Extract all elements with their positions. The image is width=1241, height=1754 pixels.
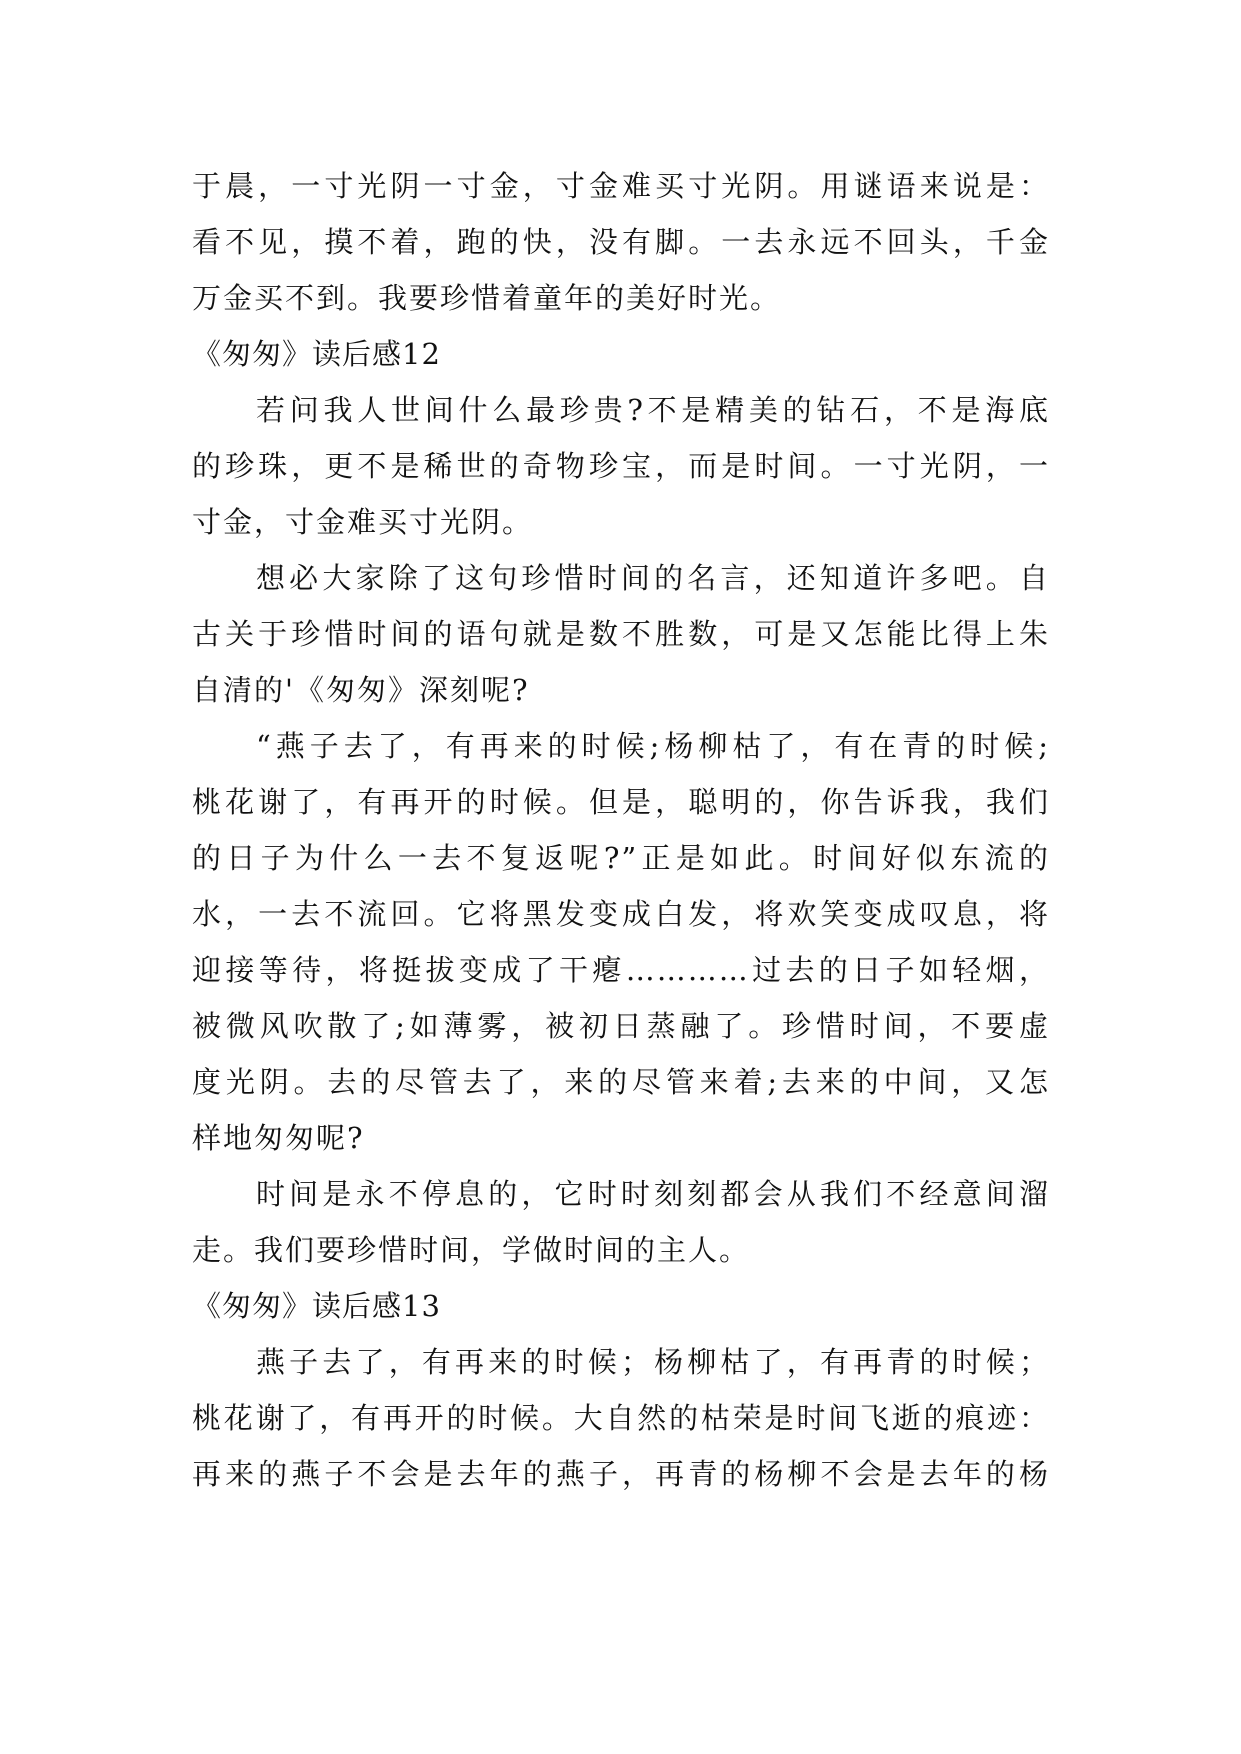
text-line: 若问我人世间什么最珍贵?不是精美的钻石，不是海底 <box>256 393 1050 427</box>
text-line: 于晨，一寸光阴一寸金，寸金难买寸光阴。用谜语来说是： <box>192 169 1050 203</box>
paragraph <box>192 1166 1050 1278</box>
text-line: 样地匆匆呢? <box>192 1121 365 1155</box>
text-line: 的日子为什么一去不复返呢?”正是如此。时间好似东流的 <box>192 841 1050 875</box>
paragraph <box>192 158 1050 326</box>
text-line: 万金买不到。我要珍惜着童年的美好时光。 <box>192 281 782 315</box>
text-line: 想必大家除了这句珍惜时间的名言，还知道许多吧。自 <box>256 561 1050 595</box>
text-line: 桃花谢了，有再开的时候。但是，聪明的，你告诉我，我们 <box>192 785 1050 819</box>
text-line: 自清的'《匆匆》深刻呢? <box>192 673 530 707</box>
text-line: 走。我们要珍惜时间，学做时间的主人。 <box>192 1233 751 1267</box>
text-line: “燕子去了，有再来的时候;杨柳枯了，有在青的时候; <box>256 729 1050 763</box>
text-line: 时间是永不停息的，它时时刻刻都会从我们不经意间溜 <box>256 1177 1050 1211</box>
text-line: 被微风吹散了;如薄雾，被初日蒸融了。珍惜时间，不要虚 <box>192 1009 1050 1043</box>
text-line: 古关于珍惜时间的语句就是数不胜数，可是又怎能比得上朱 <box>192 617 1050 651</box>
text-line: 迎接等待，将挺拔变成了干瘪…………过去的日子如轻烟， <box>192 953 1050 987</box>
text-line: 寸金，寸金难买寸光阴。 <box>192 505 534 539</box>
text-line: 燕子去了，有再来的时候；杨柳枯了，有再青的时候； <box>256 1345 1050 1379</box>
section-heading: 《匆匆》读后感13 <box>192 1289 441 1323</box>
text-line: 度光阴。去的尽管去了，来的尽管来着;去来的中间，又怎 <box>192 1065 1050 1099</box>
document-page <box>192 158 1050 1502</box>
paragraph <box>192 382 1050 550</box>
text-line: 再来的燕子不会是去年的燕子，再青的杨柳不会是去年的杨 <box>192 1457 1050 1491</box>
paragraph <box>192 718 1050 1166</box>
text-line: 水，一去不流回。它将黑发变成白发，将欢笑变成叹息，将 <box>192 897 1050 931</box>
section-heading: 《匆匆》读后感12 <box>192 337 441 371</box>
paragraph <box>192 1334 1050 1502</box>
text-line: 看不见，摸不着，跑的快，没有脚。一去永远不回头，千金 <box>192 225 1050 259</box>
text-line: 桃花谢了，有再开的时候。大自然的枯荣是时间飞逝的痕迹： <box>192 1401 1050 1435</box>
text-line: 的珍珠，更不是稀世的奇物珍宝，而是时间。一寸光阴，一 <box>192 449 1050 483</box>
paragraph <box>192 550 1050 718</box>
